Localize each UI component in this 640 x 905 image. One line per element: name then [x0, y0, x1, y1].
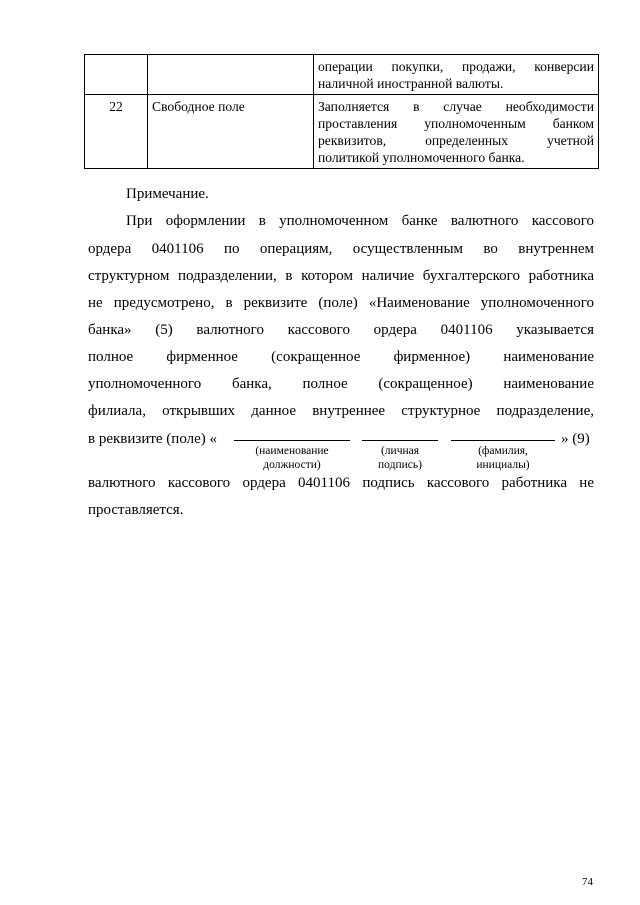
field-prefix: в реквизите (поле) « [88, 431, 218, 447]
field-name-cell: Свободное поле [148, 95, 314, 169]
caption-line: должности) [263, 459, 321, 471]
note-line: При оформлении в уполномоченном банке валютного кассового [126, 213, 594, 229]
field-suffix: » (9) [561, 431, 590, 447]
note-line: полное фирменное (сокращенное фирменное) наименование [88, 349, 594, 365]
note-line: ордера 0401106 по операциям, осуществленным во внутреннем [88, 241, 594, 257]
note-line: не предусмотрено, в реквизите (поле) «Наименование уполномоченного [88, 295, 594, 311]
page-number: 74 [582, 876, 593, 888]
name-caption [451, 444, 555, 472]
caption-line: (наименование [255, 445, 329, 457]
name-blank-line [451, 440, 555, 441]
description-line: операции покупки, продажи, конверсии [318, 59, 594, 74]
signature-blank-line [362, 440, 438, 441]
field-name-cell [148, 55, 314, 95]
description-line: наличной иностранной валюты. [318, 76, 504, 91]
note-line: уполномоченного банка, полное (сокращенное) наименование [88, 376, 594, 392]
note-line: структурном подразделении, в котором наличие бухгалтерского работника [88, 268, 594, 284]
fields-table [84, 54, 599, 169]
description-cell [314, 95, 599, 169]
description-line: политикой уполномоченного банка. [318, 150, 525, 165]
row-number-cell: 22 [85, 95, 148, 169]
note-line: филиала, открывших данное внутреннее структурное подразделение, [88, 403, 594, 419]
table-row [85, 55, 599, 95]
position-caption [234, 444, 350, 472]
description-cell [314, 55, 599, 95]
note-line: валютного кассового ордера 0401106 подпись кассового работника не [88, 475, 594, 491]
row-number-cell [85, 55, 148, 95]
note-line: банка» (5) валютного кассового ордера 0401106 указывается [88, 322, 594, 338]
note-heading: Примечание. [126, 186, 209, 202]
description-line: Заполняется в случае необходимости [318, 99, 594, 114]
caption-line: подпись) [378, 459, 422, 471]
note-line: проставляется. [88, 502, 184, 518]
caption-line: (фамилия, [478, 445, 528, 457]
description-line: проставления уполномоченным банком [318, 116, 594, 131]
caption-line: (личная [380, 445, 420, 457]
description-line: реквизитов, определенных учетной [318, 133, 594, 148]
signature-caption [356, 444, 444, 472]
position-blank-line [234, 440, 350, 441]
caption-line: инициалы) [476, 459, 530, 471]
table-row [85, 95, 599, 169]
